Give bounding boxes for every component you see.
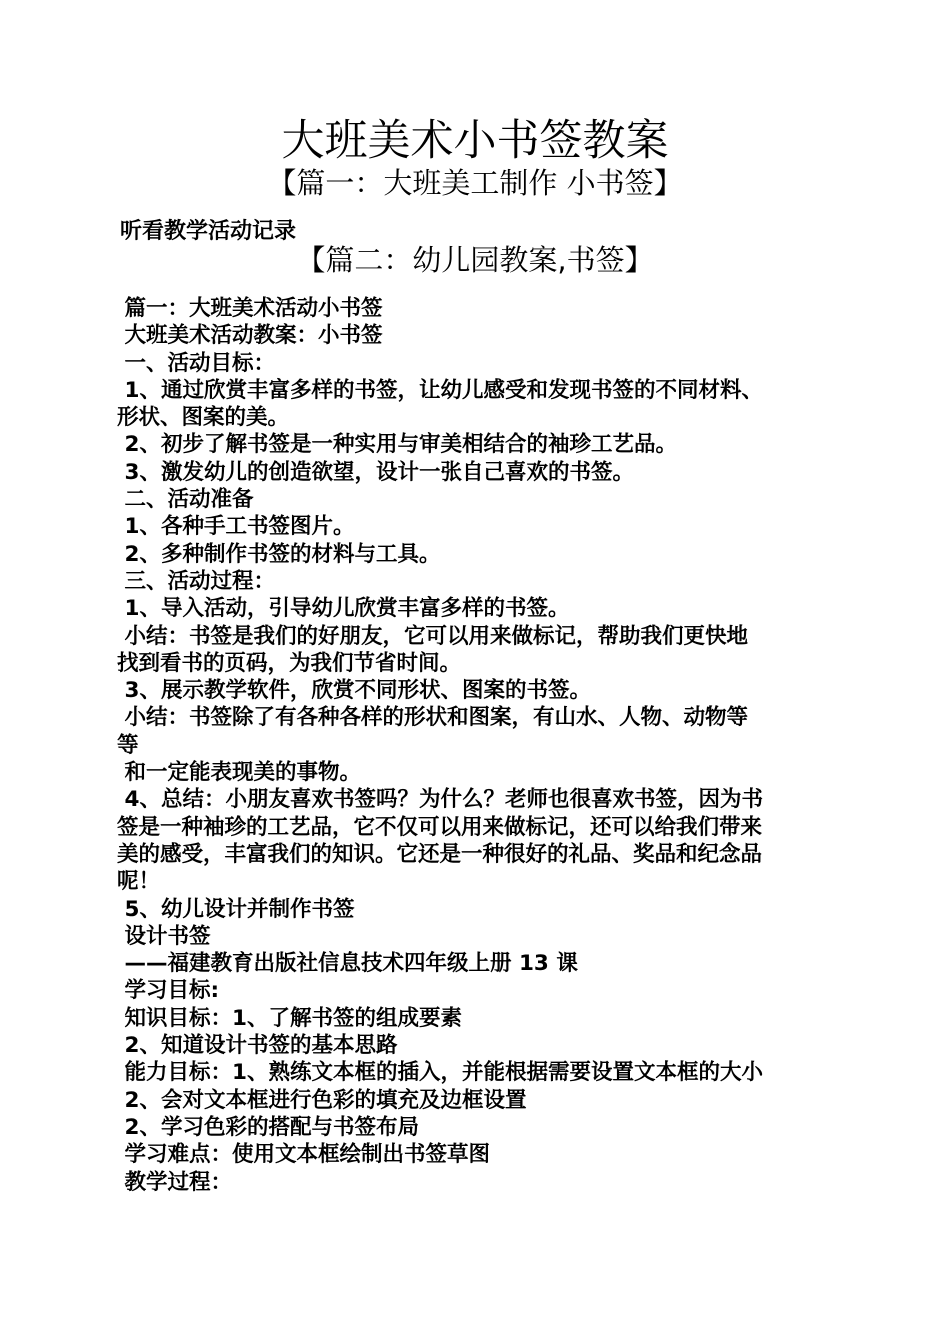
- text-line: 1、各种手工书签图片。: [117, 514, 355, 540]
- text-line: 设计书签: [117, 923, 211, 949]
- text-line: 2、会对文本框进行色彩的填充及边框设置: [117, 1087, 527, 1113]
- text-line: 4、总结：小朋友喜欢书签吗？为什么？老师也很喜欢书签，因为书: [117, 787, 763, 813]
- text-line: 篇一：大班美术活动小书签: [117, 296, 383, 321]
- text-line: 3、展示教学软件，欣赏不同形状、图案的书签。: [117, 678, 591, 704]
- text-line: 教学过程：: [117, 1169, 232, 1195]
- text-line: 呢！: [117, 869, 161, 895]
- text-line: ——福建教育出版社信息技术四年级上册 13 课: [117, 951, 578, 977]
- text-line: 2、多种制作书签的材料与工具。: [117, 541, 441, 567]
- text-line: 2、初步了解书签是一种实用与审美相结合的袖珍工艺品。: [117, 432, 677, 458]
- text-line: 学习目标:: [117, 978, 220, 1004]
- text-line: 小结：书签除了有各种各样的形状和图案，有山水、人物、动物等: [117, 705, 748, 731]
- lesson-body: [117, 295, 837, 1196]
- text-line: 等: [117, 732, 139, 758]
- text-line: 二、活动准备: [117, 487, 254, 513]
- section-heading-2: 【篇二：幼儿园教案,书签】: [296, 243, 654, 277]
- text-line: 小结：书签是我们的好朋友，它可以用来做标记，帮助我们更快地: [117, 623, 748, 649]
- text-line: 和一定能表现美的事物。: [117, 760, 361, 786]
- text-line: 5、幼儿设计并制作书签: [117, 896, 355, 922]
- text-line: 3、激发幼儿的创造欲望，设计一张自己喜欢的书签。: [117, 459, 634, 485]
- text-line: 找到看书的页码，为我们节省时间。: [117, 650, 462, 676]
- section-heading-1: 【篇一：大班美工制作 小书签】: [267, 166, 683, 200]
- text-line: 签是一种袖珍的工艺品，它不仅可以用来做标记，还可以给我们带来: [117, 814, 763, 840]
- text-line: 2、知道设计书签的基本思路: [117, 1033, 398, 1059]
- text-line: 1、导入活动，引导幼儿欣赏丰富多样的书签。: [117, 596, 570, 622]
- note-line: 听看教学活动记录: [120, 219, 297, 244]
- text-line: 一、活动目标：: [117, 350, 275, 376]
- text-line: 知识目标：1、了解书签的组成要素: [117, 1005, 462, 1031]
- text-line: 三、活动过程：: [117, 568, 275, 594]
- text-line: 大班美术活动教案：小书签: [117, 323, 383, 349]
- text-line: 形状、图案的美。: [117, 405, 290, 431]
- text-line: 学习难点：使用文本框绘制出书签草图: [117, 1142, 490, 1168]
- text-line: 美的感受，丰富我们的知识。它还是一种很好的礼品、奖品和纪念品: [117, 841, 763, 867]
- document-title: 大班美术小书签教案: [281, 116, 669, 166]
- text-line: 2、学习色彩的搭配与书签布局: [117, 1114, 419, 1140]
- text-line: 1、通过欣赏丰富多样的书签，让幼儿感受和发现书签的不同材料、: [117, 377, 763, 403]
- text-line: 能力目标：1、熟练文本框的插入，并能根据需要设置文本框的大小: [117, 1060, 763, 1086]
